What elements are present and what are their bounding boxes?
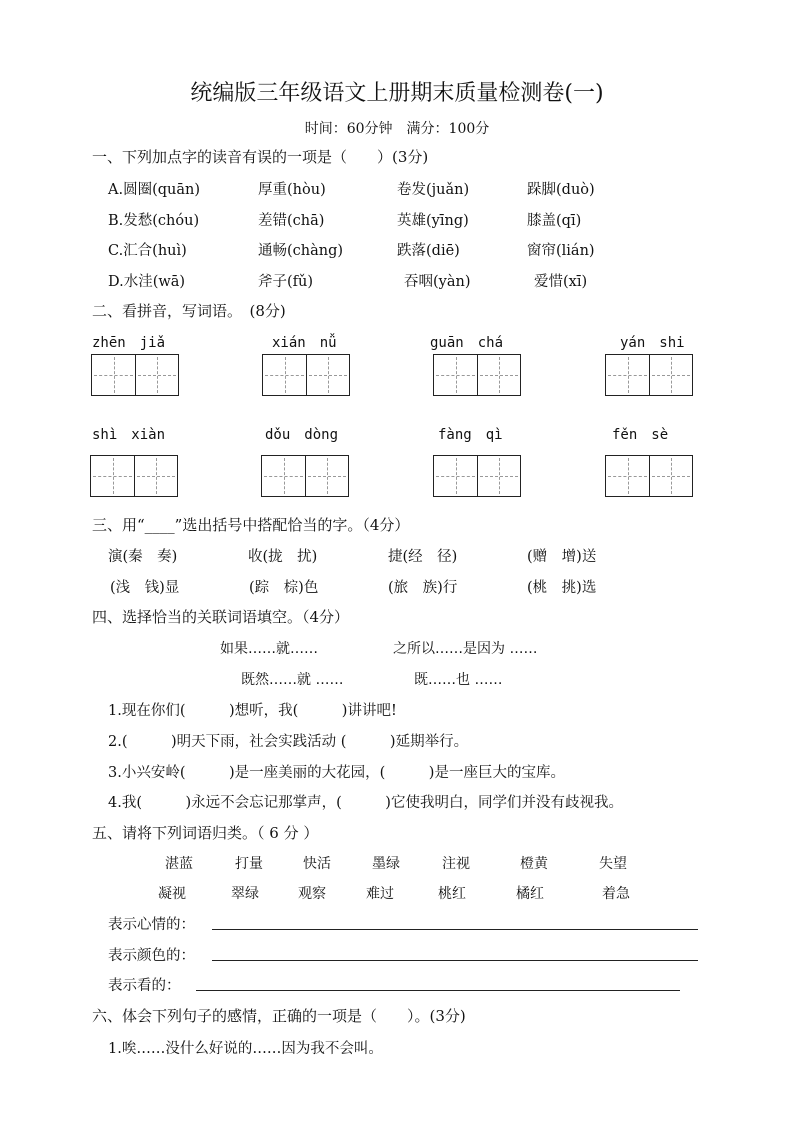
fill-item-1: 1.现在你们( )想听，我( )讲讲吧!	[108, 703, 397, 719]
writing-grid-3[interactable]	[433, 354, 521, 396]
category-mood-answer-line[interactable]	[212, 929, 698, 930]
fill-item-4: 4.我( )永远不会忘记那掌声，( )它使我明白，同学们并没有歧视我。	[108, 795, 623, 811]
writing-grid-5[interactable]	[90, 455, 178, 497]
writing-grid-4[interactable]	[605, 354, 693, 396]
category-color-label: 表示颜色的：	[108, 948, 195, 964]
choice-3[interactable]: 捷(经 径)	[388, 549, 458, 565]
word-3: 快活	[303, 856, 331, 872]
conjunction-option-1: 如果……就……	[220, 641, 318, 657]
option-d-1: D.水洼(wā)	[108, 274, 186, 290]
question-6-heading: 六、体会下列句子的感情，正确的一项是（ ）。(3分)	[92, 1007, 466, 1025]
choice-4[interactable]: (赠 增)送	[527, 549, 597, 565]
question-3-heading: 三、用“____”选出括号中搭配恰当的字。（4分）	[92, 516, 410, 534]
writing-grid-2[interactable]	[262, 354, 350, 396]
fill-item-2: 2.( )明天下雨，社会实践活动 ( )延期举行。	[108, 734, 469, 750]
pinyin-8: fěn sè	[612, 427, 669, 443]
option-a-2: 厚重(hòu)	[258, 182, 326, 198]
option-b-2: 差错(chā)	[258, 213, 325, 229]
choice-7[interactable]: (旅 族)行	[388, 580, 458, 596]
conjunction-option-4: 既……也 ……	[414, 672, 503, 688]
word-1: 湛蓝	[165, 856, 193, 872]
word-12: 桃红	[438, 886, 466, 902]
fill-item-3: 3.小兴安岭( )是一座美丽的大花园，( )是一座巨大的宝库。	[108, 765, 565, 781]
question-4-heading: 四、选择恰当的关联词语填空。（4分）	[92, 608, 350, 626]
pinyin-1: zhēn jiǎ	[92, 335, 166, 351]
question-1-heading: 一、下列加点字的读音有误的一项是（ ）(3分)	[92, 148, 429, 166]
writing-grid-8[interactable]	[605, 455, 693, 497]
word-2: 打量	[235, 856, 263, 872]
writing-grid-7[interactable]	[433, 455, 521, 497]
option-c-3: 跌落(diē)	[397, 243, 460, 259]
choice-1[interactable]: 演(秦 奏)	[108, 549, 178, 565]
word-11: 难过	[366, 886, 394, 902]
exam-info: 时间：60分钟 满分：100分	[304, 121, 490, 137]
pinyin-4: yán shi	[620, 335, 685, 351]
pinyin-7: fàng qì	[438, 427, 503, 443]
word-4: 墨绿	[372, 856, 400, 872]
word-10: 观察	[298, 886, 326, 902]
option-c-2: 通畅(chàng)	[258, 243, 344, 259]
choice-2[interactable]: 收(拢 扰)	[248, 549, 318, 565]
choice-8[interactable]: (桃 挑)选	[527, 580, 597, 596]
option-c-4: 窗帘(lián)	[527, 243, 595, 259]
word-9: 翠绿	[231, 886, 259, 902]
sentence-item-1: 1.唉……没什么好说的……因为我不会叫。	[108, 1041, 383, 1057]
option-b-3: 英雄(yīng)	[397, 213, 469, 229]
word-7: 失望	[599, 856, 627, 872]
category-color-answer-line[interactable]	[212, 960, 698, 961]
option-a-1: A.圆圈(quān)	[108, 182, 200, 198]
choice-6[interactable]: (踪 棕)色	[249, 580, 319, 596]
pinyin-6: dǒu dòng	[265, 427, 339, 443]
pinyin-5: shì xiàn	[92, 427, 166, 443]
option-d-2: 斧子(fǔ)	[258, 274, 314, 290]
word-8: 凝视	[158, 886, 186, 902]
category-look-answer-line[interactable]	[196, 990, 680, 991]
option-d-4: 爱惜(xī)	[534, 274, 588, 290]
pinyin-2: xián nǚ	[272, 335, 337, 351]
question-5-heading: 五、请将下列词语归类。（ 6 分 ）	[92, 824, 319, 842]
writing-grid-6[interactable]	[261, 455, 349, 497]
word-5: 注视	[442, 856, 470, 872]
word-14: 着急	[602, 886, 630, 902]
option-d-3: 吞咽(yàn)	[404, 274, 471, 290]
category-mood-label: 表示心情的：	[108, 917, 195, 933]
conjunction-option-3: 既然……就 ……	[241, 672, 344, 688]
page-title: 统编版三年级语文上册期末质量检测卷(一)	[190, 81, 604, 106]
conjunction-option-2: 之所以……是因为 ……	[393, 641, 538, 657]
writing-grid-1[interactable]	[91, 354, 179, 396]
choice-5[interactable]: (浅 钱)显	[110, 580, 180, 596]
option-b-4: 膝盖(qī)	[527, 213, 582, 229]
option-c-1: C.汇合(huì)	[108, 243, 187, 259]
word-6: 橙黄	[520, 856, 548, 872]
pinyin-3: guān chá	[430, 335, 504, 351]
question-2-heading: 二、看拼音，写词语。 (8分)	[92, 302, 286, 320]
word-13: 橘红	[516, 886, 544, 902]
category-look-label: 表示看的：	[108, 978, 181, 994]
option-a-3: 卷发(juǎn)	[397, 182, 470, 198]
option-a-4: 跺脚(duò)	[527, 182, 595, 198]
option-b-1: B.发愁(chóu)	[108, 213, 200, 229]
